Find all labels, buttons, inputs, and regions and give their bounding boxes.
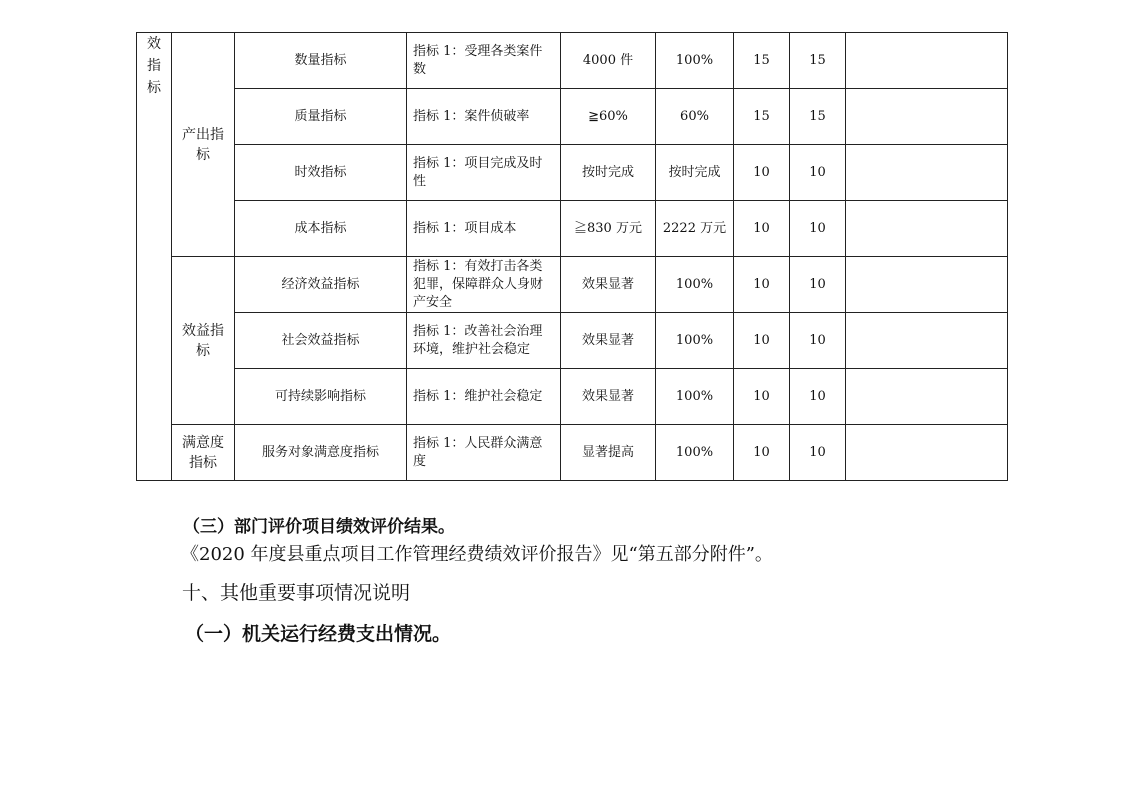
report-reference-text: 《2020 年度县重点项目工作管理经费绩效评价报告》见“第五部分附件”。 bbox=[181, 544, 773, 565]
earned-score: 10 bbox=[790, 313, 846, 369]
remark bbox=[846, 33, 1008, 89]
remark bbox=[846, 313, 1008, 369]
weight-score: 10 bbox=[734, 145, 790, 201]
table-row bbox=[137, 313, 1008, 369]
weight-score: 15 bbox=[734, 33, 790, 89]
table-row bbox=[137, 369, 1008, 425]
actual-value: 100% bbox=[656, 369, 734, 425]
table-row bbox=[137, 145, 1008, 201]
actual-value: 按时完成 bbox=[656, 145, 734, 201]
actual-value: 60% bbox=[656, 89, 734, 145]
indicator-description: 指标 1：改善社会治理环境，维护社会稳定 bbox=[407, 313, 561, 369]
indicator-name: 经济效益指标 bbox=[235, 257, 407, 313]
weight-score: 10 bbox=[734, 369, 790, 425]
actual-value: 2222 万元 bbox=[656, 201, 734, 257]
actual-value: 100% bbox=[656, 313, 734, 369]
actual-value: 100% bbox=[656, 33, 734, 89]
remark bbox=[846, 201, 1008, 257]
indicator-description: 指标 1：受理各类案件数 bbox=[407, 33, 561, 89]
actual-value: 100% bbox=[656, 425, 734, 481]
table-row bbox=[137, 89, 1008, 145]
indicator-description: 指标 1：有效打击各类犯罪，保障群众人身财产安全 bbox=[407, 257, 561, 313]
target-value: ≧830 万元 bbox=[561, 201, 656, 257]
target-value: ≧60% bbox=[561, 89, 656, 145]
chapter-heading: 十、其他重要事项情况说明 bbox=[182, 582, 411, 604]
table-row bbox=[137, 33, 1008, 89]
section-title: （三）部门评价项目绩效评价结果。 bbox=[183, 517, 455, 537]
indicator-name: 数量指标 bbox=[235, 33, 407, 89]
level2-indicator-cell: 产出指 标 bbox=[172, 33, 235, 257]
table-row bbox=[137, 201, 1008, 257]
indicator-description: 指标 1：维护社会稳定 bbox=[407, 369, 561, 425]
earned-score: 10 bbox=[790, 201, 846, 257]
weight-score: 10 bbox=[734, 201, 790, 257]
target-value: 效果显著 bbox=[561, 313, 656, 369]
indicator-description: 指标 1：人民群众满意度 bbox=[407, 425, 561, 481]
indicator-description: 指标 1：项目完成及时性 bbox=[407, 145, 561, 201]
indicator-name: 可持续影响指标 bbox=[235, 369, 407, 425]
weight-score: 10 bbox=[734, 425, 790, 481]
weight-score: 10 bbox=[734, 313, 790, 369]
indicator-name: 成本指标 bbox=[235, 201, 407, 257]
level2-indicator-cell: 效益指 标 bbox=[172, 257, 235, 425]
earned-score: 10 bbox=[790, 369, 846, 425]
earned-score: 15 bbox=[790, 33, 846, 89]
remark bbox=[846, 145, 1008, 201]
actual-value: 100% bbox=[656, 257, 734, 313]
earned-score: 10 bbox=[790, 257, 846, 313]
indicator-name: 质量指标 bbox=[235, 89, 407, 145]
earned-score: 10 bbox=[790, 145, 846, 201]
earned-score: 10 bbox=[790, 425, 846, 481]
remark bbox=[846, 89, 1008, 145]
indicator-description: 指标 1：项目成本 bbox=[407, 201, 561, 257]
level1-indicator-cell: 效 指 标 bbox=[137, 33, 172, 481]
remark bbox=[846, 369, 1008, 425]
remark bbox=[846, 425, 1008, 481]
target-value: 效果显著 bbox=[561, 257, 656, 313]
remark bbox=[846, 257, 1008, 313]
indicator-name: 服务对象满意度指标 bbox=[235, 425, 407, 481]
indicator-name: 时效指标 bbox=[235, 145, 407, 201]
target-value: 按时完成 bbox=[561, 145, 656, 201]
weight-score: 10 bbox=[734, 257, 790, 313]
level2-indicator-cell: 满意度 指标 bbox=[172, 425, 235, 481]
target-value: 显著提高 bbox=[561, 425, 656, 481]
sub-heading: （一）机关运行经费支出情况。 bbox=[185, 623, 452, 645]
target-value: 4000 件 bbox=[561, 33, 656, 89]
indicator-name: 社会效益指标 bbox=[235, 313, 407, 369]
earned-score: 15 bbox=[790, 89, 846, 145]
indicator-description: 指标 1：案件侦破率 bbox=[407, 89, 561, 145]
performance-indicator-table bbox=[136, 32, 1008, 481]
target-value: 效果显著 bbox=[561, 369, 656, 425]
table-row bbox=[137, 425, 1008, 481]
weight-score: 15 bbox=[734, 89, 790, 145]
table-row bbox=[137, 257, 1008, 313]
